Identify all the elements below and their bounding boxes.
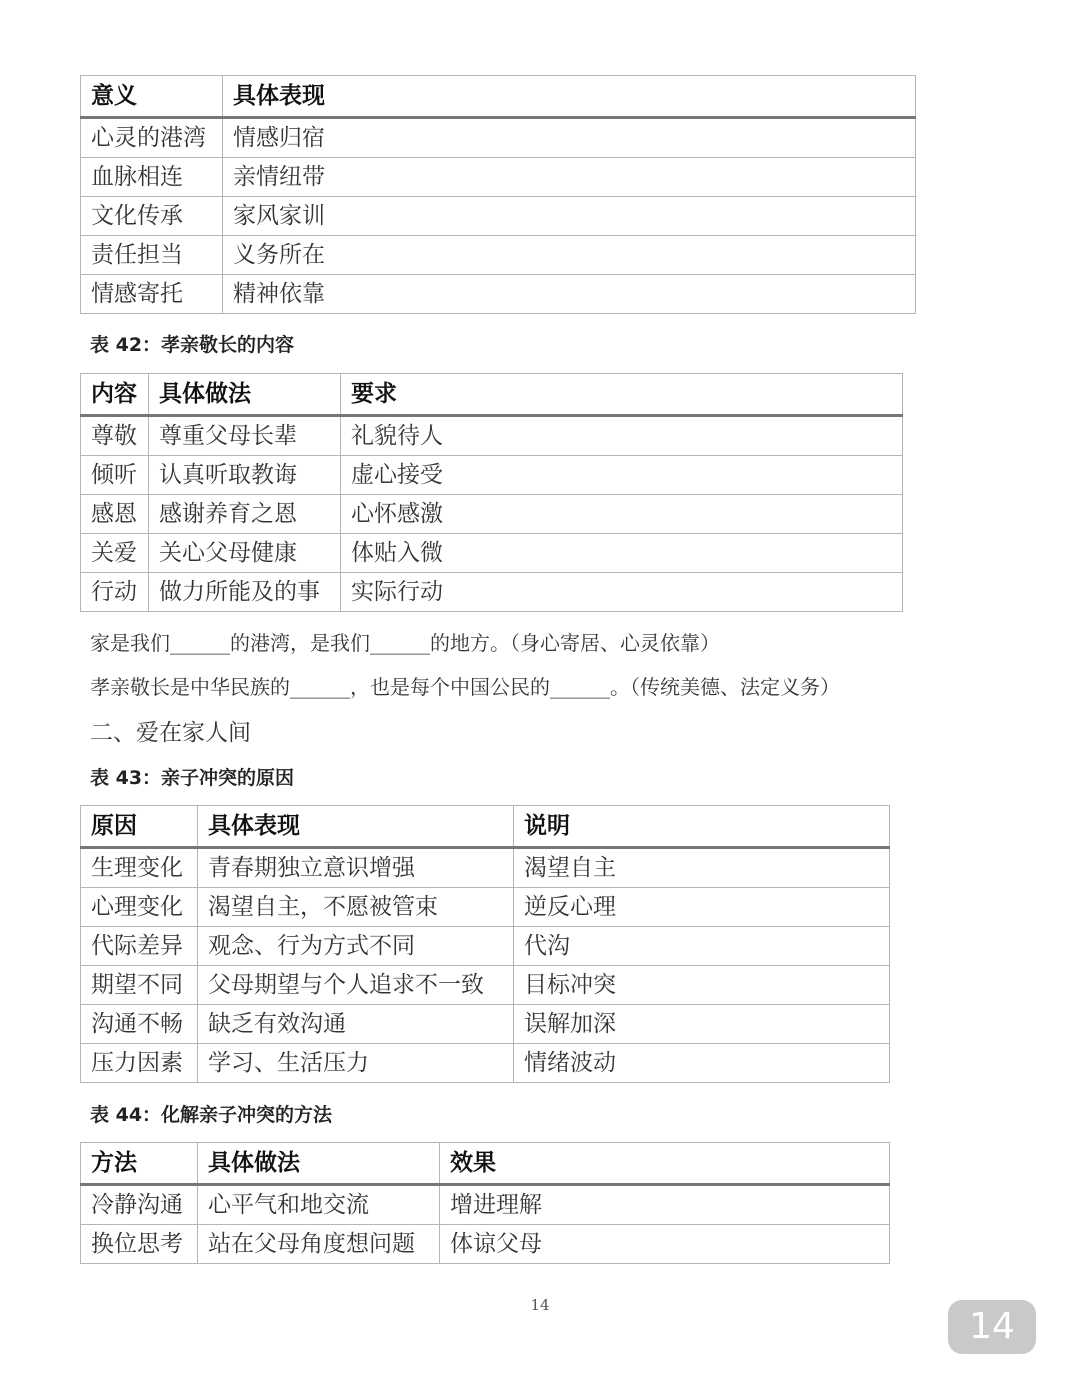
table-cell: 虚心接受	[341, 456, 903, 495]
table-row	[81, 848, 890, 888]
fill-in-sentence-1: 家是我们______的港湾，是我们______的地方。（身心寄居、心灵依靠）	[90, 631, 720, 655]
table-cell: 目标冲突	[514, 966, 890, 1005]
table-cell: 认真听取教诲	[149, 456, 341, 495]
header-cell: 具体做法	[198, 1143, 440, 1185]
table-row	[81, 236, 916, 275]
table-row	[81, 197, 916, 236]
table-header-row	[81, 806, 890, 848]
table-row	[81, 573, 903, 612]
header-cell: 要求	[341, 374, 903, 416]
table-caption-42: 表 42：孝亲敬长的内容	[90, 334, 295, 356]
table-cell: 倾听	[81, 456, 149, 495]
header-cell: 意义	[81, 76, 223, 118]
table-row	[81, 534, 903, 573]
table-row	[81, 1225, 890, 1264]
table-row	[81, 927, 890, 966]
header-cell: 具体表现	[198, 806, 514, 848]
table-cell: 心理变化	[81, 888, 198, 927]
table-cell: 心平气和地交流	[198, 1185, 440, 1225]
table-cell: 体贴入微	[341, 534, 903, 573]
table-cell: 渴望自主	[514, 848, 890, 888]
header-cell: 原因	[81, 806, 198, 848]
page-number: 14	[530, 1296, 550, 1314]
table-cell: 体谅父母	[440, 1225, 890, 1264]
table-cell: 心灵的港湾	[81, 118, 223, 158]
table-row	[81, 966, 890, 1005]
page-badge: 14	[948, 1300, 1036, 1354]
table-cell: 情感归宿	[223, 118, 916, 158]
header-cell: 具体做法	[149, 374, 341, 416]
table-cell: 青春期独立意识增强	[198, 848, 514, 888]
table-cell: 站在父母角度想问题	[198, 1225, 440, 1264]
table-cell: 精神依靠	[223, 275, 916, 314]
header-cell: 说明	[514, 806, 890, 848]
fill-in-sentence-2: 孝亲敬长是中华民族的______，也是每个中国公民的______。（传统美德、法定义务）	[90, 675, 840, 699]
table-cell: 亲情纽带	[223, 158, 916, 197]
table-cell: 逆反心理	[514, 888, 890, 927]
table-cell: 学习、生活压力	[198, 1044, 514, 1083]
table-caption-44: 表 44：化解亲子冲突的方法	[90, 1104, 333, 1126]
table-cell: 关爱	[81, 534, 149, 573]
table-conflict-causes	[80, 805, 890, 1083]
table-cell: 观念、行为方式不同	[198, 927, 514, 966]
table-row	[81, 495, 903, 534]
table-cell: 缺乏有效沟通	[198, 1005, 514, 1044]
header-cell: 内容	[81, 374, 149, 416]
table-row	[81, 1185, 890, 1225]
table-header-row	[81, 76, 916, 118]
header-cell: 具体表现	[223, 76, 916, 118]
table-cell: 尊重父母长辈	[149, 416, 341, 456]
table-row	[81, 456, 903, 495]
table-row	[81, 416, 903, 456]
table-cell: 生理变化	[81, 848, 198, 888]
table-cell: 礼貌待人	[341, 416, 903, 456]
table-cell: 行动	[81, 573, 149, 612]
table-cell: 感谢养育之恩	[149, 495, 341, 534]
table-row	[81, 1005, 890, 1044]
table-filial-content	[80, 373, 903, 612]
table-cell: 误解加深	[514, 1005, 890, 1044]
table-row	[81, 888, 890, 927]
table-cell: 尊敬	[81, 416, 149, 456]
table-row	[81, 1044, 890, 1083]
table-cell: 情感寄托	[81, 275, 223, 314]
table-cell: 责任担当	[81, 236, 223, 275]
table-cell: 沟通不畅	[81, 1005, 198, 1044]
table-cell: 代际差异	[81, 927, 198, 966]
table-row	[81, 118, 916, 158]
table-cell: 文化传承	[81, 197, 223, 236]
table-header-row	[81, 374, 903, 416]
table-caption-43: 表 43：亲子冲突的原因	[90, 767, 295, 789]
section-heading: 二、爱在家人间	[90, 720, 251, 746]
table-cell: 换位思考	[81, 1225, 198, 1264]
header-cell: 效果	[440, 1143, 890, 1185]
table-cell: 情绪波动	[514, 1044, 890, 1083]
header-cell: 方法	[81, 1143, 198, 1185]
table-cell: 血脉相连	[81, 158, 223, 197]
table-header-row	[81, 1143, 890, 1185]
table-cell: 增进理解	[440, 1185, 890, 1225]
table-conflict-methods	[80, 1142, 890, 1264]
table-row	[81, 158, 916, 197]
table-cell: 冷静沟通	[81, 1185, 198, 1225]
table-cell: 家风家训	[223, 197, 916, 236]
table-cell: 代沟	[514, 927, 890, 966]
table-cell: 感恩	[81, 495, 149, 534]
table-cell: 关心父母健康	[149, 534, 341, 573]
table-cell: 期望不同	[81, 966, 198, 1005]
table-cell: 压力因素	[81, 1044, 198, 1083]
table-cell: 义务所在	[223, 236, 916, 275]
table-cell: 实际行动	[341, 573, 903, 612]
table-cell: 渴望自主，不愿被管束	[198, 888, 514, 927]
table-cell: 父母期望与个人追求不一致	[198, 966, 514, 1005]
table-cell: 做力所能及的事	[149, 573, 341, 612]
table-row	[81, 275, 916, 314]
table-meaning	[80, 75, 916, 314]
table-cell: 心怀感激	[341, 495, 903, 534]
